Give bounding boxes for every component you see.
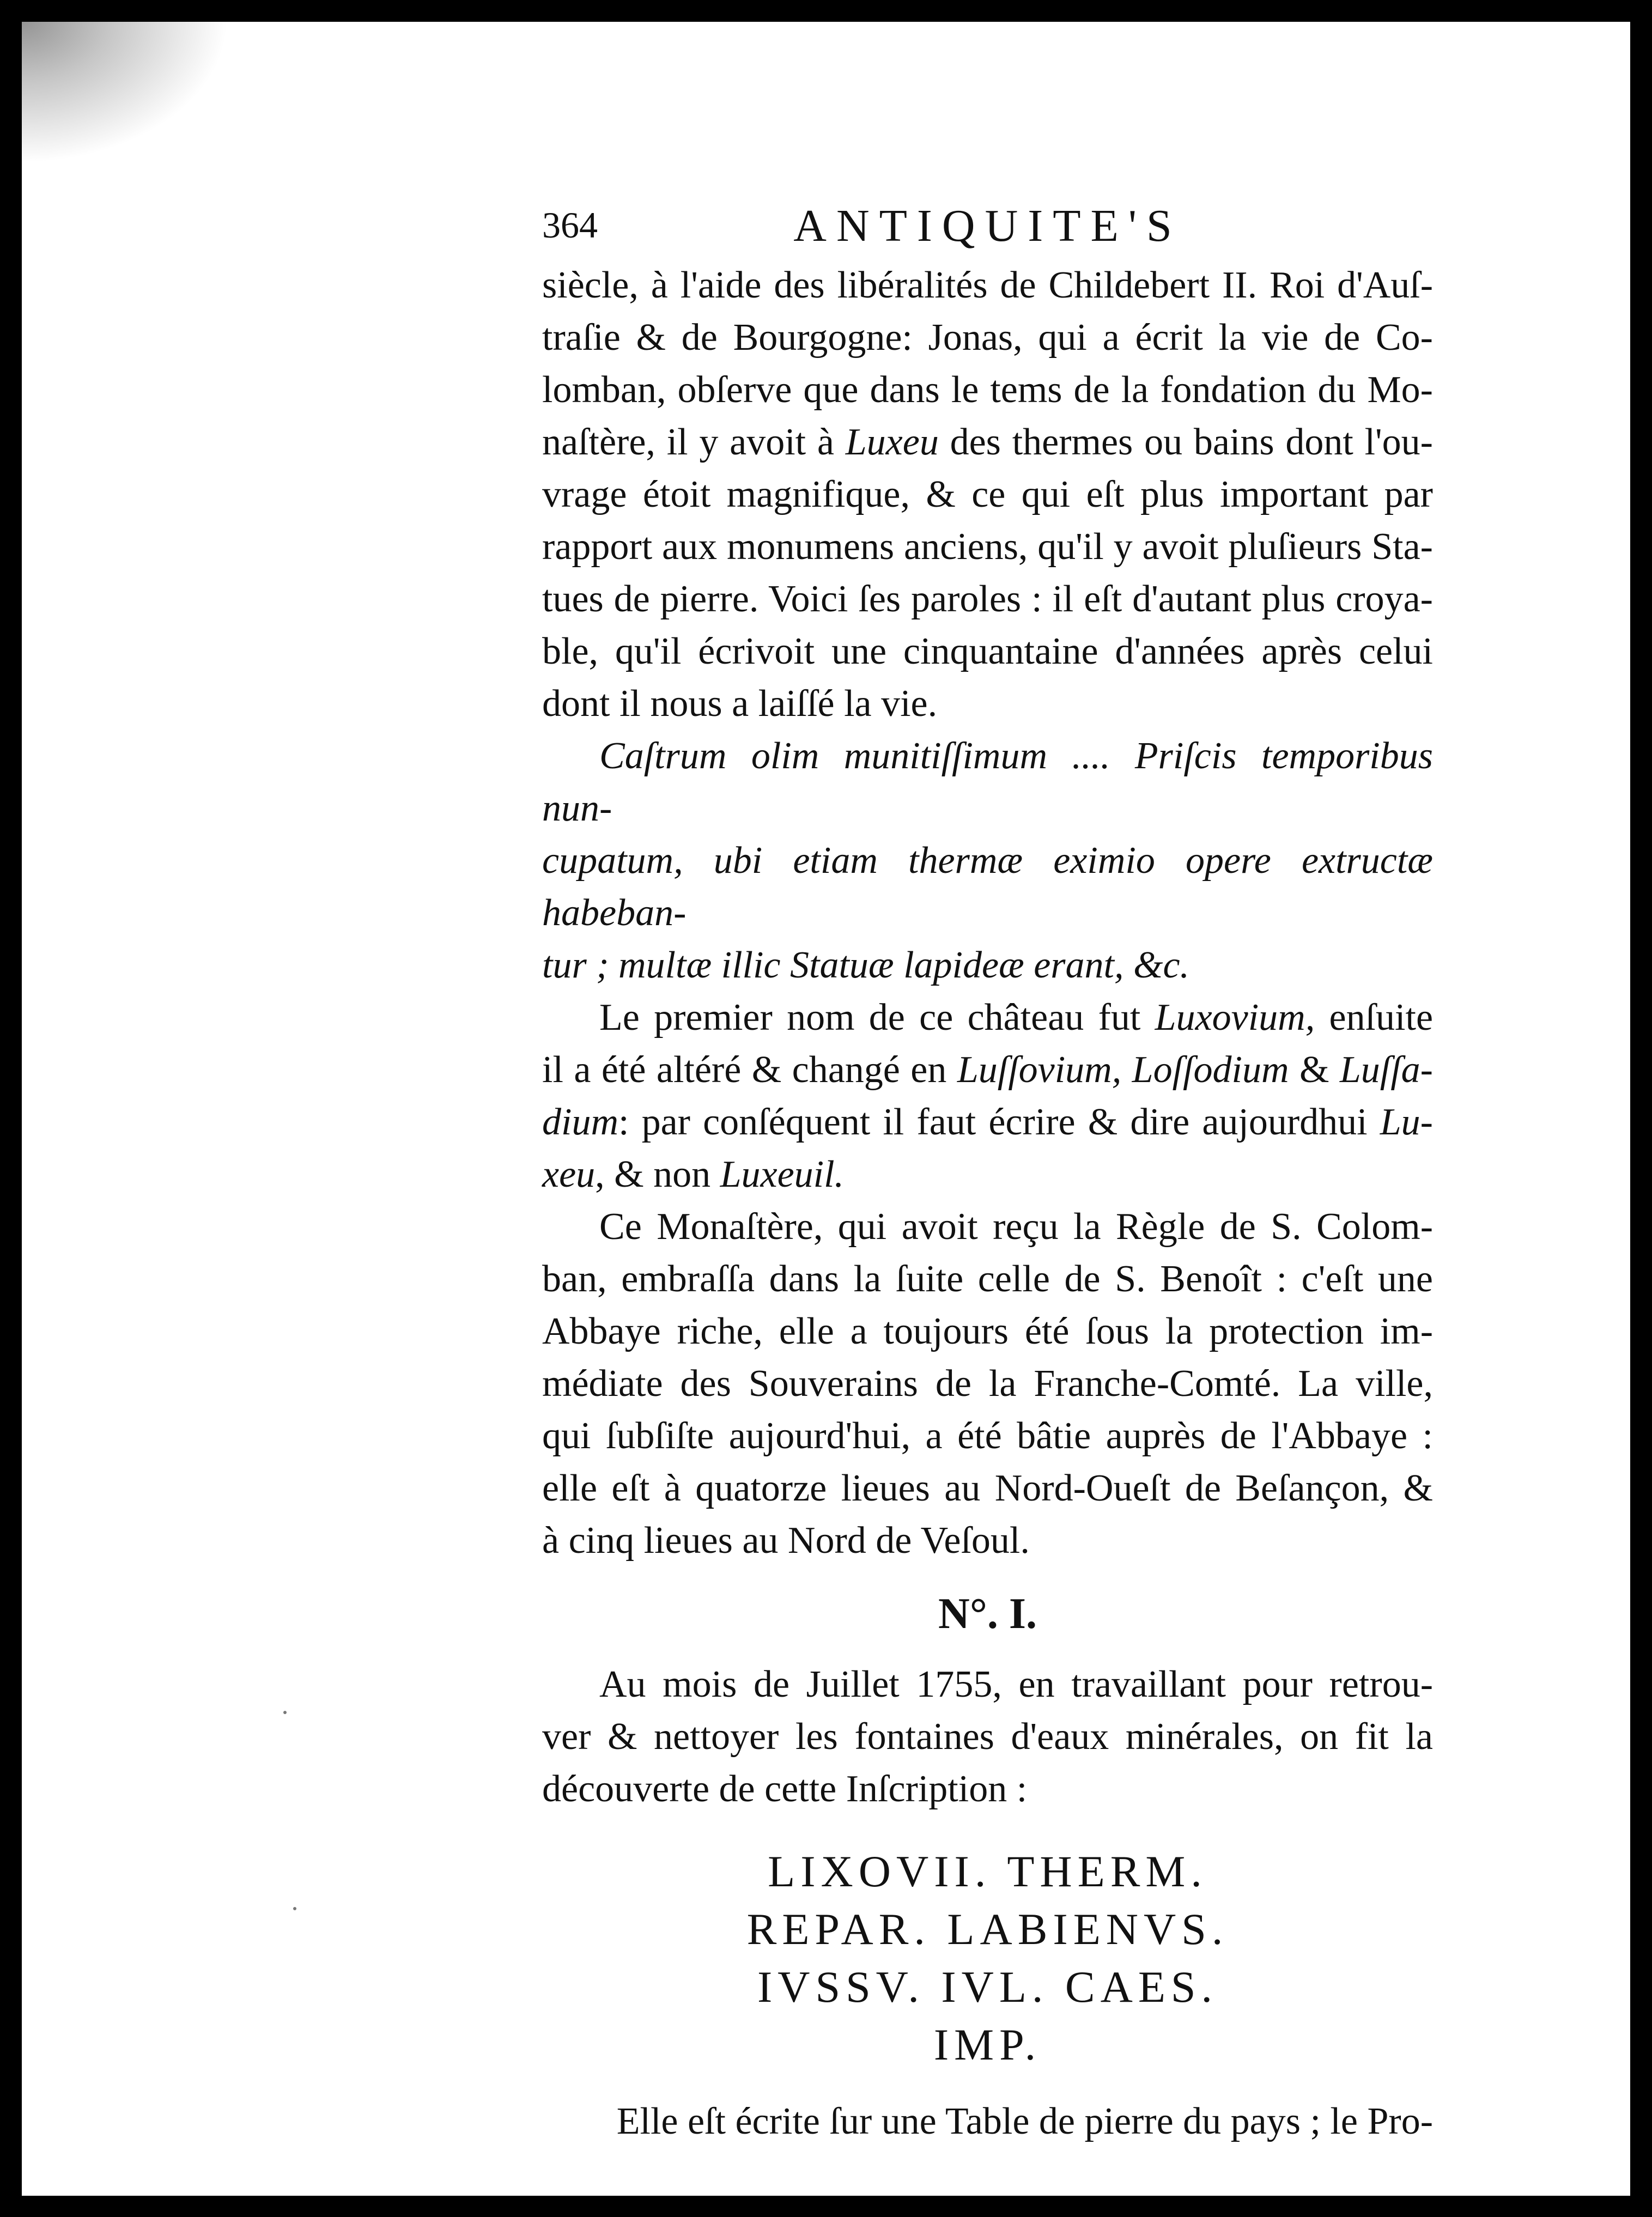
text-line: tues de pierre. Voici ſes paroles : il eſt d'autant plus croya- bbox=[542, 578, 1433, 620]
text-line: elle eſt à quatorze lieues au Nord-Oueſt de Beſançon, & bbox=[542, 1467, 1433, 1509]
text-line bbox=[542, 992, 1433, 1044]
margin-speck bbox=[293, 1907, 296, 1910]
text-span: Le premier nom de ce château fut bbox=[599, 997, 1141, 1038]
text-line: à cinq lieues au Nord de Veſoul. bbox=[542, 1520, 1030, 1562]
paragraph-4 bbox=[542, 1659, 1433, 1815]
paragraph-3 bbox=[542, 1201, 1433, 1567]
paragraph-2 bbox=[542, 992, 1433, 1201]
text-span: il a été altéré & changé en bbox=[542, 1049, 947, 1091]
running-title: ANTIQUITE'S bbox=[793, 201, 1182, 251]
inscription-line: LIXOVII. THERM. bbox=[768, 1847, 1207, 1896]
text-line: Au mois de Juillet 1755, en travaillant pour retrou- bbox=[599, 1663, 1433, 1705]
text-line bbox=[542, 1044, 1433, 1096]
italic-name: Luxovium, bbox=[1155, 997, 1315, 1038]
scan-shadow bbox=[22, 22, 229, 163]
text-line: vrage étoit magnifique, & ce qui eſt plus important par bbox=[542, 473, 1433, 515]
italic-name: dium bbox=[542, 1101, 618, 1143]
quote-line: tur ; multæ illic Statuæ lapideæ erant, &c. bbox=[542, 944, 1190, 986]
text-line: ban, embraſſa dans la ſuite celle de S. Benoît : c'eſt une bbox=[542, 1258, 1433, 1300]
italic-name: Luſſovium, Loſſodium bbox=[957, 1049, 1289, 1091]
text-line: Abbaye riche, elle a toujours été ſous la protection im- bbox=[542, 1310, 1433, 1352]
book-page bbox=[22, 22, 1630, 2196]
paragraph-1 bbox=[542, 259, 1433, 730]
text-span: , & non bbox=[595, 1153, 711, 1195]
italic-name: Lu- bbox=[1380, 1101, 1433, 1143]
section-heading: N°. I. bbox=[938, 1590, 1037, 1638]
italic-place-name: Luxeu bbox=[845, 421, 939, 463]
text-span: naſtère, il y avoit à bbox=[542, 421, 834, 463]
text-line: siècle, à l'aide des libéralités de Childebert II. Roi d'Auſ- bbox=[542, 264, 1433, 306]
text-line: ble, qu'il écrivoit une cinquantaine d'années après celui bbox=[542, 630, 1433, 672]
text-line bbox=[542, 1149, 1433, 1201]
text-span: enſuite bbox=[1329, 997, 1434, 1038]
italic-name: Luſſa- bbox=[1339, 1049, 1433, 1091]
text-line: dont il nous a laiſſé la vie. bbox=[542, 683, 938, 725]
text-line: ver & nettoyer les fontaines d'eaux minérales, on fit la bbox=[542, 1716, 1433, 1758]
text-line: lomban, obſerve que dans le tems de la fondation du Mo- bbox=[542, 369, 1433, 411]
page-header bbox=[542, 199, 1433, 259]
text-line bbox=[542, 416, 1433, 469]
inscription-line: REPAR. LABIENVS. bbox=[746, 1904, 1229, 1954]
text-line bbox=[542, 1096, 1433, 1149]
text-line: découverte de cette Inſcription : bbox=[542, 1768, 1028, 1810]
text-block bbox=[542, 199, 1433, 2148]
text-line: traſie & de Bourgogne: Jonas, qui a écrit la vie de Co- bbox=[542, 317, 1433, 359]
latin-quote bbox=[542, 730, 1433, 992]
text-line: rapport aux monumens anciens, qu'il y avoit pluſieurs Sta- bbox=[542, 526, 1433, 568]
text-span: des thermes ou bains dont l'ou- bbox=[950, 421, 1433, 463]
margin-speck bbox=[283, 1711, 287, 1714]
inscription-line: IMP. bbox=[933, 2020, 1042, 2069]
inscription bbox=[542, 1843, 1433, 2074]
quote-line: Caſtrum olim munitiſſimum .... Priſcis temporibus nun- bbox=[542, 735, 1433, 829]
inscription-line: IVSSV. IVL. CAES. bbox=[757, 1962, 1218, 2012]
text-line: médiate des Souverains de la Franche-Comté. La ville, bbox=[542, 1363, 1433, 1405]
italic-name: xeu bbox=[542, 1153, 596, 1195]
text-line: Ce Monaſtère, qui avoit reçu la Règle de S. Colom- bbox=[599, 1206, 1433, 1248]
text-span: : par conſéquent il faut écrire & dire aujourdhui bbox=[618, 1101, 1368, 1143]
text-span: & bbox=[1299, 1049, 1329, 1091]
italic-name: Luxeuil. bbox=[720, 1153, 845, 1195]
page-number: 364 bbox=[542, 204, 598, 246]
quote-line: cupatum, ubi etiam thermæ eximio opere extructæ habeban- bbox=[542, 840, 1433, 934]
text-line: qui ſubſiſte aujourd'hui, a été bâtie auprès de l'Abbaye : bbox=[542, 1415, 1433, 1457]
catchline: Elle eſt écrite ſur une Table de pierre du pays ; le Pro- bbox=[616, 2100, 1433, 2142]
